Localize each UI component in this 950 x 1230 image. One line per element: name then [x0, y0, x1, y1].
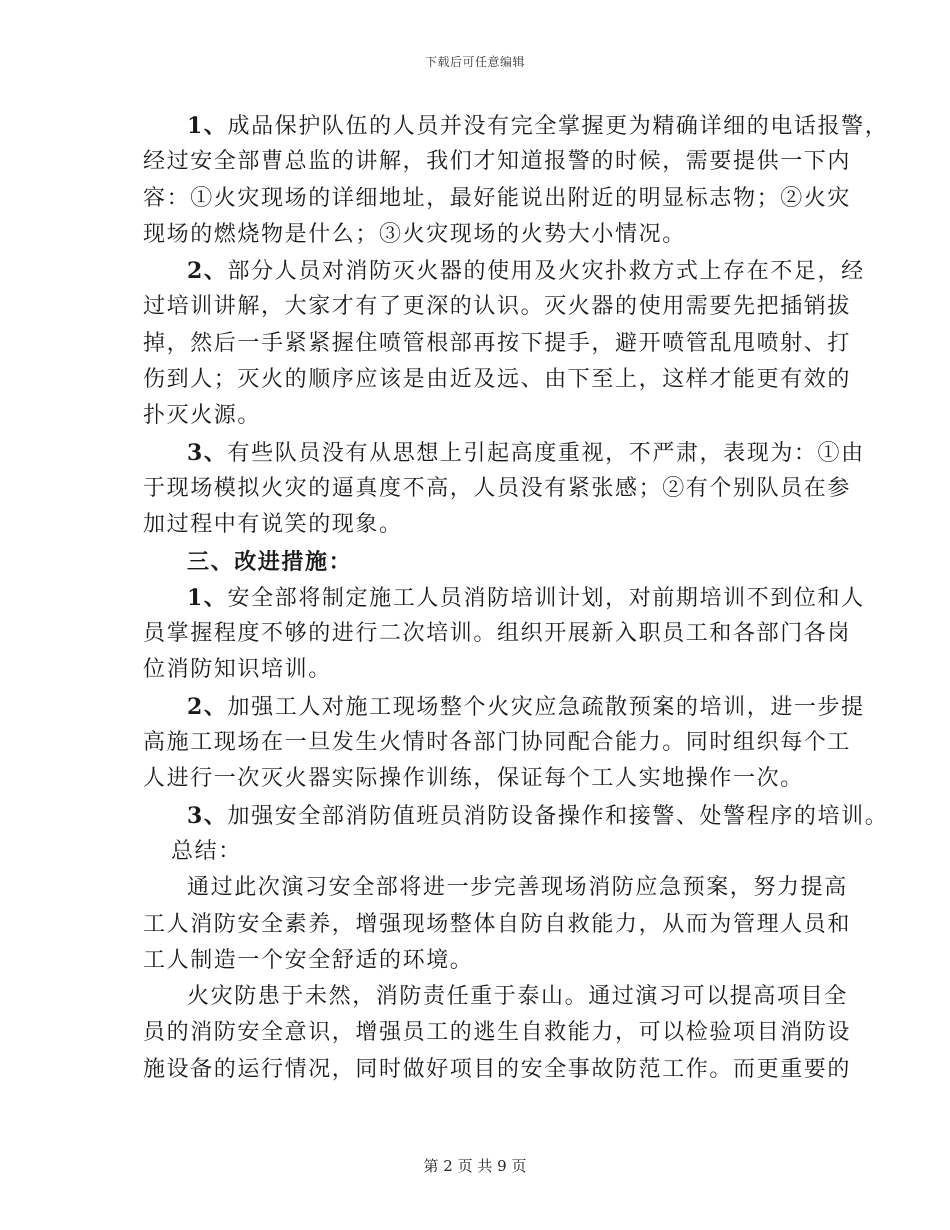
paragraph-line: 员掌握程度不够的进行二次培训。组织开展新入职员工和各部门各岗 [143, 621, 852, 647]
paragraph-line: 通过此次演习安全部将进一步完善现场消防应急预案，努力提高 [187, 875, 848, 901]
page-number: 第 2 页 共 9 页 [423, 1157, 527, 1175]
list-number: 3、 [187, 802, 228, 829]
list-number: 2、 [187, 258, 228, 285]
list-number: 1、 [187, 584, 228, 611]
paragraph-line: 加过程中有说笑的现象。 [143, 512, 403, 538]
paragraph-line: 过培训讲解，大家才有了更深的认识。灭火器的使用需要先把插销拔 [143, 294, 852, 320]
paragraph-line: 人进行一次灭火器实际操作训练，保证每个工人实地操作一次。 [143, 766, 804, 792]
page-header: 下载后可任意编辑 [424, 55, 525, 69]
paragraph-line: 员的消防安全意识，增强员工的逃生自救能力，可以检验项目消防设 [143, 1020, 852, 1046]
summary-heading: 总结： [171, 838, 242, 864]
paragraph-line: 经过安全部曹总监的讲解，我们才知道报警的时候，需要提供一下内 [143, 149, 852, 175]
paragraph-line: 1、成品保护队伍的人员并没有完全掌握更为精确详细的电话报警， [187, 113, 889, 139]
paragraph-line: 扑灭火源。 [143, 403, 262, 429]
list-number: 2、 [187, 693, 228, 720]
list-number: 3、 [187, 439, 228, 466]
paragraph-line: 3、有些队员没有从思想上引起高度重视，不严肃，表现为：①由 [187, 439, 865, 466]
paragraph-line: 施设备的运行情况，同时做好项目的安全事故防范工作。而更重要的 [143, 1056, 852, 1082]
paragraph-line: 现场的燃烧物是什么；③火灾现场的火势大小情况。 [143, 221, 686, 247]
paragraph-line: 火灾防患于未然，消防责任重于泰山。通过演习可以提高项目全 [187, 984, 848, 1010]
paragraph-line: 3、加强安全部消防值班员消防设备操作和接警、处警程序的培训。 [187, 802, 889, 829]
paragraph-line: 掉，然后一手紧紧握住喷管根部再按下提手，避开喷管乱甩喷射、打 [143, 330, 852, 356]
paragraph-line: 位消防知识培训。 [143, 657, 332, 683]
section-heading: 三、改进措施： [187, 548, 353, 575]
paragraph-line: 2、加强工人对施工现场整个火灾应急疏散预案的培训，进一步提 [187, 693, 865, 720]
document-body [143, 108, 889, 1088]
paragraph-line: 高施工现场在一旦发生火情时各部门协同配合能力。同时组织每个工 [143, 730, 852, 756]
list-number: 1、 [187, 113, 228, 139]
paragraph-line: 1、安全部将制定施工人员消防培训计划，对前期培训不到位和人 [187, 584, 865, 611]
paragraph-line: 伤到人；灭火的顺序应该是由近及远、由下至上，这样才能更有效的 [143, 367, 852, 393]
paragraph-line: 容：①火灾现场的详细地址，最好能说出附近的明显标志物；②火灾 [143, 185, 852, 211]
paragraph-line: 工人消防安全素养，增强现场整体自防自救能力，从而为管理人员和 [143, 911, 852, 937]
paragraph-line: 2、部分人员对消防灭火器的使用及火灾扑救方式上存在不足，经 [187, 258, 865, 285]
paragraph-line: 于现场模拟火灾的逼真度不高，人员没有紧张感；②有个别队员在参 [143, 475, 852, 501]
paragraph-line: 工人制造一个安全舒适的环境。 [143, 947, 474, 973]
